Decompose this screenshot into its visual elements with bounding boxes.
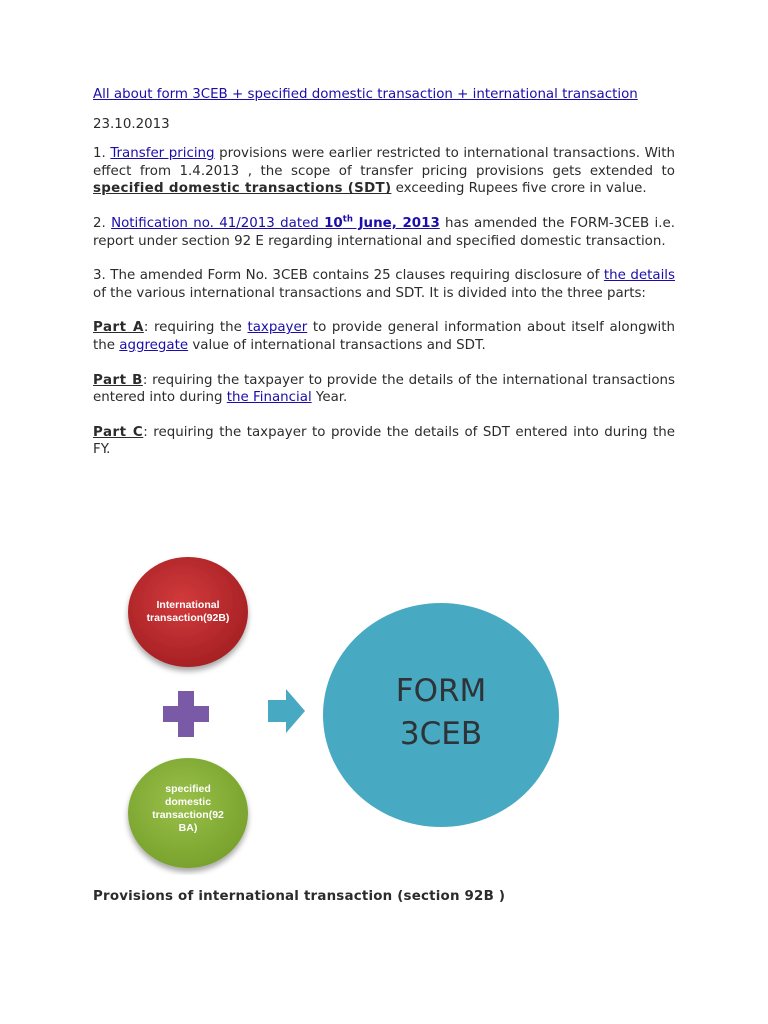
- part-a-paragraph: [93, 319, 675, 354]
- paragraph-2: [93, 215, 675, 250]
- p1-text-a: provisions were earlier restricted to international transactions. With effect from 1.4.2013 , the scope of transfer pricing provisions gets extended to: [93, 146, 675, 179]
- green-circle-line1: specified: [165, 783, 211, 795]
- red-circle-line2: transaction(92B): [146, 612, 230, 624]
- part-b-text-a: : requiring the taxpayer to provide the details of the international transactions entered into during: [93, 372, 676, 406]
- green-circle-line4: BA): [178, 822, 198, 834]
- arrow-right-icon: [268, 689, 305, 733]
- form-3ceb-diagram: [120, 555, 570, 875]
- international-transaction-circle: [128, 557, 248, 667]
- p2-text: has amended the FORM-3CEB i.e. report under section 92 E regarding international and specified domestic transaction.: [93, 215, 676, 249]
- title-link[interactable]: All about form 3CEB + specified domestic transaction + international transaction: [93, 87, 638, 102]
- p3-text-a: 3. The amended Form No. 3CEB contains 25 clauses requiring disclosure of: [93, 268, 604, 284]
- part-a-text-b: to provide general information about itself alongwith the: [93, 320, 675, 353]
- article-body: [93, 86, 675, 459]
- p2-number: 2.: [93, 215, 112, 231]
- specified-domestic-transaction-circle: [128, 758, 248, 868]
- blue-circle-shape: [323, 603, 559, 827]
- part-a-label: Part A: [93, 320, 144, 336]
- green-circle-line3: transaction(92: [152, 809, 224, 821]
- red-circle-line1: International: [156, 599, 220, 611]
- part-b-paragraph: [93, 372, 675, 407]
- form-3ceb-circle: [323, 603, 559, 827]
- paragraph-3: [93, 267, 675, 302]
- p1-number: 1.: [93, 146, 111, 162]
- sdt-bold-text: specified domestic transactions (SDT): [93, 181, 392, 197]
- notification-day: 10: [324, 215, 343, 231]
- section-heading: Provisions of international transaction (section 92B ): [93, 889, 506, 904]
- the-details-link[interactable]: the details: [603, 268, 676, 284]
- green-circle-line2: domestic: [164, 796, 212, 808]
- part-c-paragraph: [93, 424, 675, 459]
- financial-year-link[interactable]: the Financial: [226, 390, 312, 406]
- taxpayer-link[interactable]: taxpayer: [247, 320, 308, 336]
- notification-link-text: Notification no. 41/2013 dated: [111, 215, 325, 231]
- part-a-text-a: : requiring the: [143, 320, 248, 336]
- article-date: 23.10.2013: [93, 116, 170, 132]
- part-a-text-c: value of international transactions and SDT.: [188, 337, 486, 353]
- notification-month-year: June, 2013: [352, 215, 440, 231]
- p1-text-b: exceeding Rupees five crore in value.: [391, 181, 647, 197]
- part-b-label: Part B: [93, 372, 143, 388]
- aggregate-link[interactable]: aggregate: [119, 337, 189, 353]
- transfer-pricing-link[interactable]: Transfer pricing: [110, 146, 215, 162]
- notification-link[interactable]: [111, 216, 440, 231]
- plus-icon: [163, 691, 209, 737]
- part-b-text-b: Year.: [311, 390, 348, 406]
- form-label: FORM: [395, 673, 487, 709]
- part-c-text: : requiring the taxpayer to provide the details of SDT entered into during the FY.: [93, 424, 675, 458]
- notification-day-suffix: th: [342, 214, 353, 225]
- part-c-label: Part C: [93, 424, 144, 440]
- p3-text-b: of the various international transactions and SDT. It is divided into the three parts:: [93, 285, 646, 301]
- paragraph-1: [93, 145, 675, 198]
- 3ceb-label: 3CEB: [399, 716, 483, 752]
